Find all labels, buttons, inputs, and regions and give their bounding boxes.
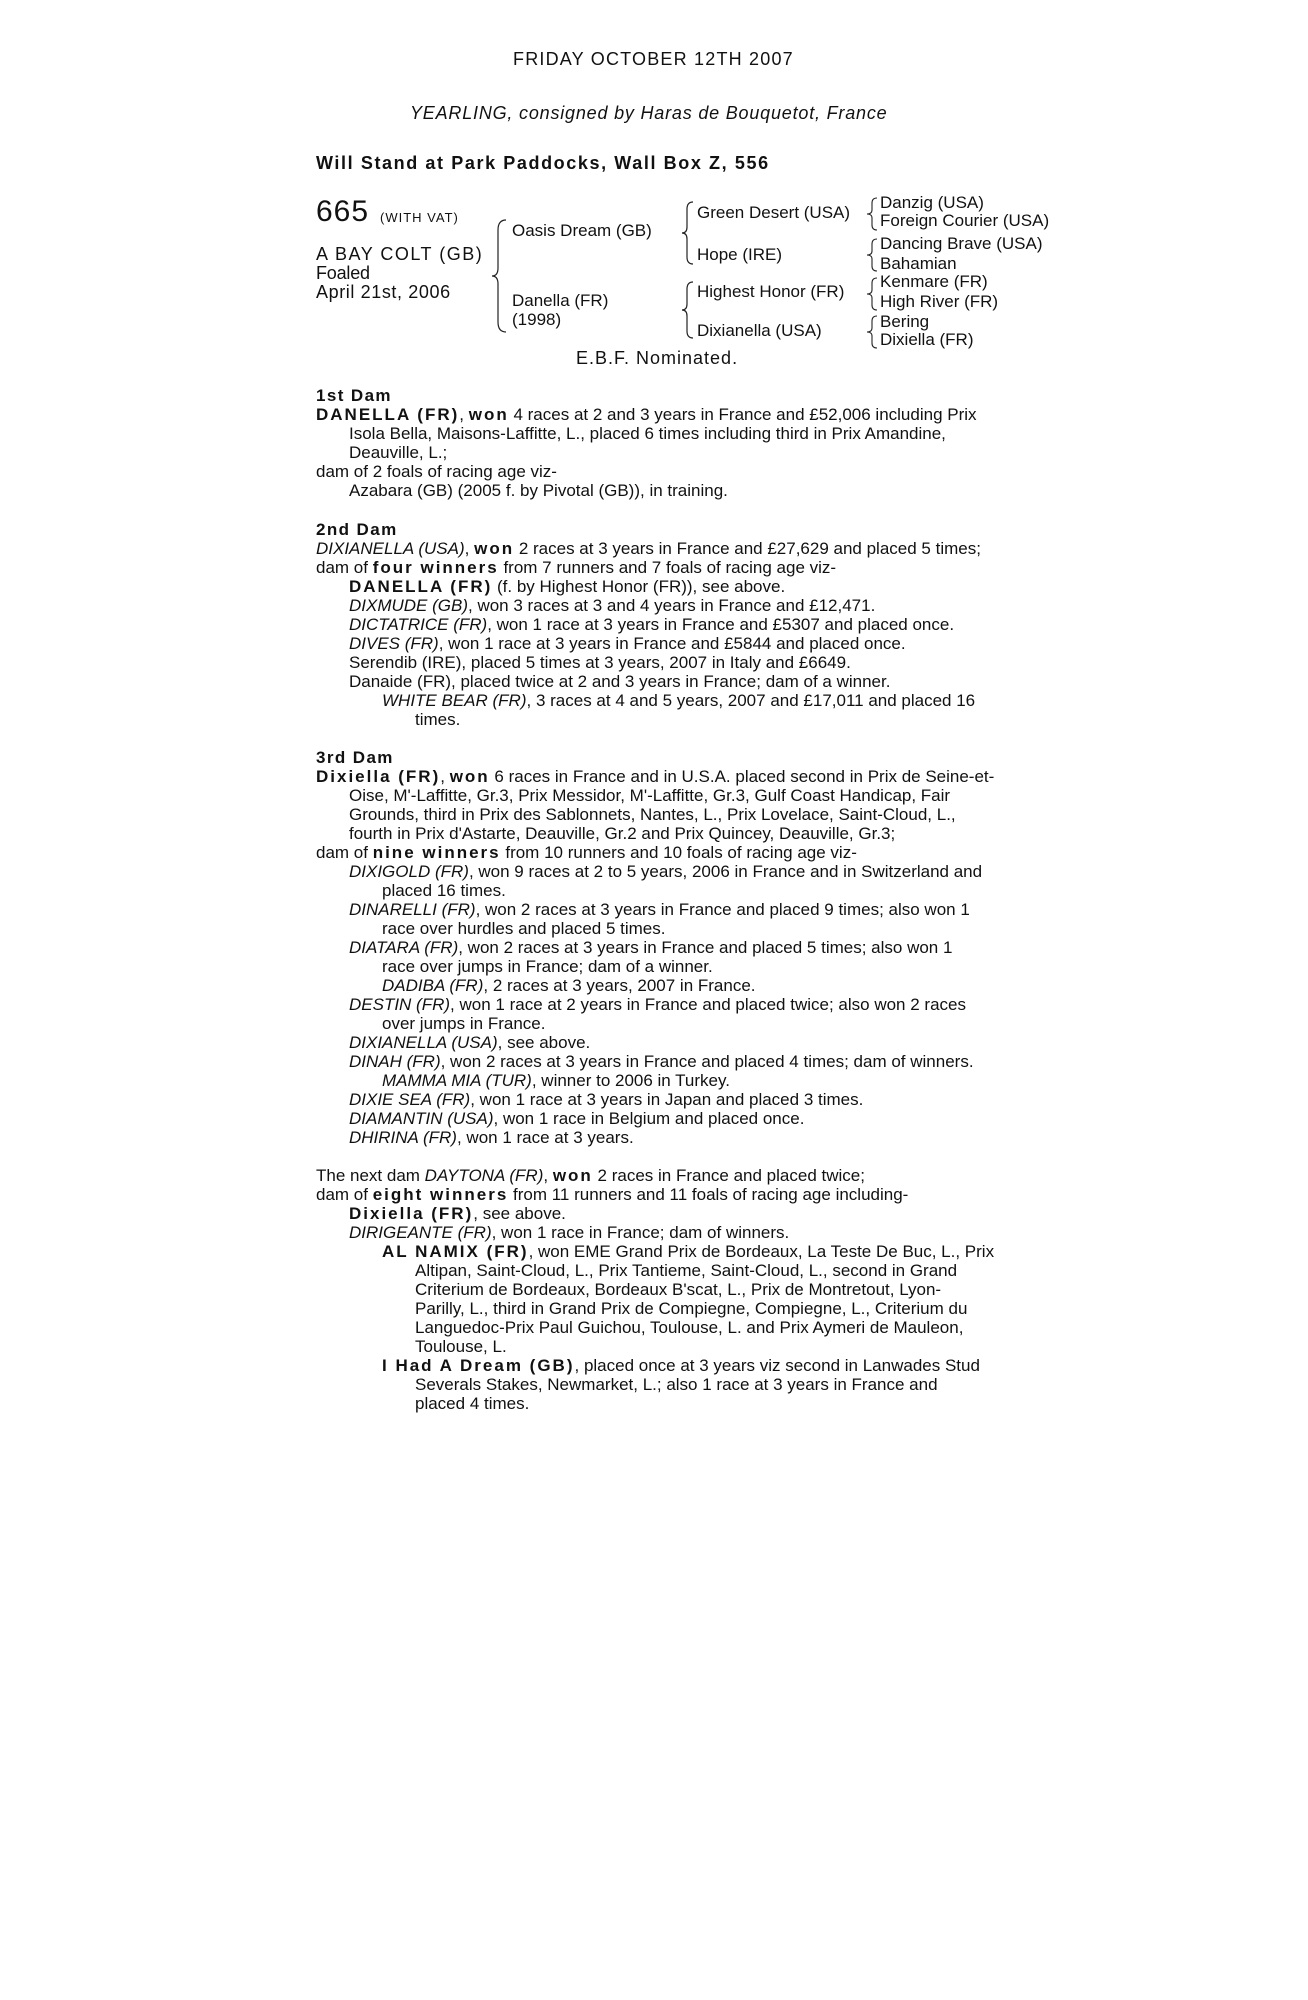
- next-dam-section: [316, 1166, 1016, 1413]
- third-dam-line: placed 16 times.: [382, 881, 506, 900]
- pedigree-brace-ss: [865, 196, 879, 232]
- third-dam-line: DADIBA (FR), 2 races at 3 years, 2007 in France.: [382, 976, 756, 995]
- first-dam-heading: 1st Dam: [316, 386, 392, 405]
- second-dam-line: DIXIANELLA (USA), won 2 races at 3 years in France and £27,629 and placed 5 times;: [316, 539, 981, 558]
- pedigree-dam-sire: Highest Honor (FR): [697, 282, 845, 301]
- pedigree-dam-dam: Dixianella (USA): [697, 321, 822, 340]
- next-dam-line: Languedoc-Prix Paul Guichou, Toulouse, L. and Prix Aymeri de Mauleon,: [415, 1318, 964, 1337]
- second-dam-line: DIVES (FR), won 1 race at 3 years in France and £5844 and placed once.: [349, 634, 906, 653]
- pedigree-dam-year: (1998): [512, 310, 562, 329]
- second-dam-heading: 2nd Dam: [316, 520, 398, 539]
- third-dam-heading: 3rd Dam: [316, 748, 394, 767]
- pedigree-dam: Danella (FR): [512, 291, 609, 310]
- vat-note: (WITH VAT): [380, 210, 459, 225]
- third-dam-section: [316, 748, 1016, 1147]
- pedigree-brace-dd: [865, 314, 879, 350]
- next-dam-line: AL NAMIX (FR), won EME Grand Prix de Bordeaux, La Teste De Buc, L., Prix: [382, 1242, 995, 1261]
- next-dam-line: Parilly, L., third in Grand Prix de Compiegne, Compiegne, L., Criterium du: [415, 1299, 968, 1318]
- next-dam-line: placed 4 times.: [415, 1394, 530, 1413]
- third-dam-line: Oise, M'-Laffitte, Gr.3, Prix Messidor, M'-Laffitte, Gr.3, Gulf Coast Handicap, Fair: [349, 786, 951, 805]
- first-dam-line: Isola Bella, Maisons-Laffitte, L., placed 6 times including third in Prix Amandine,: [349, 424, 946, 443]
- third-dam-line: DIXIE SEA (FR), won 1 race at 3 years in Japan and placed 3 times.: [349, 1090, 864, 1109]
- sale-date: FRIDAY OCTOBER 12TH 2007: [513, 49, 794, 69]
- next-dam-line: Criterium de Bordeaux, Bordeaux B'scat, L., Prix de Montretout, Lyon-: [415, 1280, 942, 1299]
- third-dam-line: fourth in Prix d'Astarte, Deauville, Gr.2 and Prix Quincey, Deauville, Gr.3;: [349, 824, 896, 843]
- pedigree-ddd: Dixiella (FR): [880, 330, 974, 349]
- next-dam-line: Altipan, Saint-Cloud, L., Prix Tantieme, Saint-Cloud, L., second in Grand: [415, 1261, 958, 1280]
- pedigree-brace-dam: [680, 280, 696, 340]
- foaled-label: Foaled: [316, 263, 370, 283]
- second-dam-line: dam of four winners from 7 runners and 7 foals of racing age viz-: [316, 558, 837, 577]
- pedigree-brace-ds: [865, 276, 879, 312]
- third-dam-line: race over jumps in France; dam of a winner.: [382, 957, 713, 976]
- third-dam-line: over jumps in France.: [382, 1014, 546, 1033]
- first-dam-section: [316, 386, 1016, 500]
- next-dam-line: Dixiella (FR), see above.: [349, 1204, 566, 1223]
- first-dam-line: DANELLA (FR), won 4 races at 2 and 3 years in France and £52,006 including Prix: [316, 405, 977, 424]
- lot-name: A BAY COLT (GB): [316, 244, 484, 264]
- foaled-date: April 21st, 2006: [316, 282, 451, 302]
- lot-number: 665: [316, 195, 370, 228]
- next-dam-line: I Had A Dream (GB), placed once at 3 years viz second in Lanwades Stud: [382, 1356, 980, 1375]
- pedigree-sds: Dancing Brave (USA): [880, 234, 1043, 253]
- second-dam-line: WHITE BEAR (FR), 3 races at 4 and 5 years, 2007 and £17,011 and placed 16: [382, 691, 976, 710]
- third-dam-line: DIATARA (FR), won 2 races at 3 years in France and placed 5 times; also won 1: [349, 938, 953, 957]
- pedigree-brace-sire: [680, 200, 696, 266]
- first-dam-line: dam of 2 foals of racing age viz-: [316, 462, 557, 481]
- third-dam-line: DIAMANTIN (USA), won 1 race in Belgium and placed once.: [349, 1109, 805, 1128]
- next-dam-line: Severals Stakes, Newmarket, L.; also 1 race at 3 years in France and: [415, 1375, 938, 1394]
- pedigree-dds: Bering: [880, 312, 930, 331]
- second-dam-line: DANELLA (FR) (f. by Highest Honor (FR)), see above.: [349, 577, 786, 596]
- pedigree-dsd: High River (FR): [880, 292, 999, 311]
- second-dam-line: DIXMUDE (GB), won 3 races at 3 and 4 years in France and £12,471.: [349, 596, 876, 615]
- pedigree-brace-main: [490, 218, 510, 334]
- third-dam-line: Dixiella (FR), won 6 races in France and in U.S.A. placed second in Prix de Seine-et-: [316, 767, 995, 786]
- third-dam-line: MAMMA MIA (TUR), winner to 2006 in Turkey.: [382, 1071, 730, 1090]
- third-dam-line: DIXIGOLD (FR), won 9 races at 2 to 5 years, 2006 in France and in Switzerland and: [349, 862, 983, 881]
- dam-name: DANELLA (FR): [316, 405, 460, 424]
- second-dam-section: [316, 520, 1016, 729]
- pedigree-dss: Kenmare (FR): [880, 272, 988, 291]
- next-dam-line: The next dam DAYTONA (FR), won 2 races in France and placed twice;: [316, 1166, 865, 1185]
- first-dam-line: Deauville, L.;: [349, 443, 448, 462]
- third-dam-line: DIXIANELLA (USA), see above.: [349, 1033, 591, 1052]
- third-dam-line: race over hurdles and placed 5 times.: [382, 919, 666, 938]
- second-dam-line: times.: [415, 710, 461, 729]
- pedigree-sire-sire: Green Desert (USA): [697, 203, 851, 222]
- third-dam-line: DINAH (FR), won 2 races at 3 years in France and placed 4 times; dam of winners.: [349, 1052, 974, 1071]
- second-dam-line: Danaide (FR), placed twice at 2 and 3 years in France; dam of a winner.: [349, 672, 891, 691]
- second-dam-line: Serendib (IRE), placed 5 times at 3 years, 2007 in Italy and £6649.: [349, 653, 851, 672]
- third-dam-line: DINARELLI (FR), won 2 races at 3 years in France and placed 9 times; also won 1: [349, 900, 970, 919]
- ebf-nomination: E.B.F. Nominated.: [576, 348, 739, 368]
- third-dam-line: dam of nine winners from 10 runners and 10 foals of racing age viz-: [316, 843, 857, 862]
- pedigree-sdd: Bahamian: [880, 254, 957, 273]
- pedigree-ssd: Foreign Courier (USA): [880, 211, 1050, 230]
- next-dam-line: dam of eight winners from 11 runners and 11 foals of racing age including-: [316, 1185, 909, 1204]
- pedigree-sire-dam: Hope (IRE): [697, 245, 783, 264]
- stand-location: Will Stand at Park Paddocks, Wall Box Z, 556: [316, 153, 770, 173]
- first-dam-line: Azabara (GB) (2005 f. by Pivotal (GB)), in training.: [349, 481, 728, 500]
- pedigree-sss: Danzig (USA): [880, 193, 984, 212]
- next-dam-line: Toulouse, L.: [415, 1337, 507, 1356]
- pedigree-sire: Oasis Dream (GB): [512, 221, 652, 240]
- third-dam-line: DESTIN (FR), won 1 race at 2 years in France and placed twice; also won 2 races: [349, 995, 966, 1014]
- next-dam-line: DIRIGEANTE (FR), won 1 race in France; dam of winners.: [349, 1223, 790, 1242]
- third-dam-line: DHIRINA (FR), won 1 race at 3 years.: [349, 1128, 634, 1147]
- consignor-line: YEARLING, consigned by Haras de Bouquetot, France: [410, 103, 888, 123]
- pedigree-brace-sd: [865, 237, 879, 273]
- third-dam-line: Grounds, third in Prix des Sablonnets, Nantes, L., Prix Lovelace, Saint-Cloud, L.,: [349, 805, 956, 824]
- second-dam-line: DICTATRICE (FR), won 1 race at 3 years in France and £5307 and placed once.: [349, 615, 955, 634]
